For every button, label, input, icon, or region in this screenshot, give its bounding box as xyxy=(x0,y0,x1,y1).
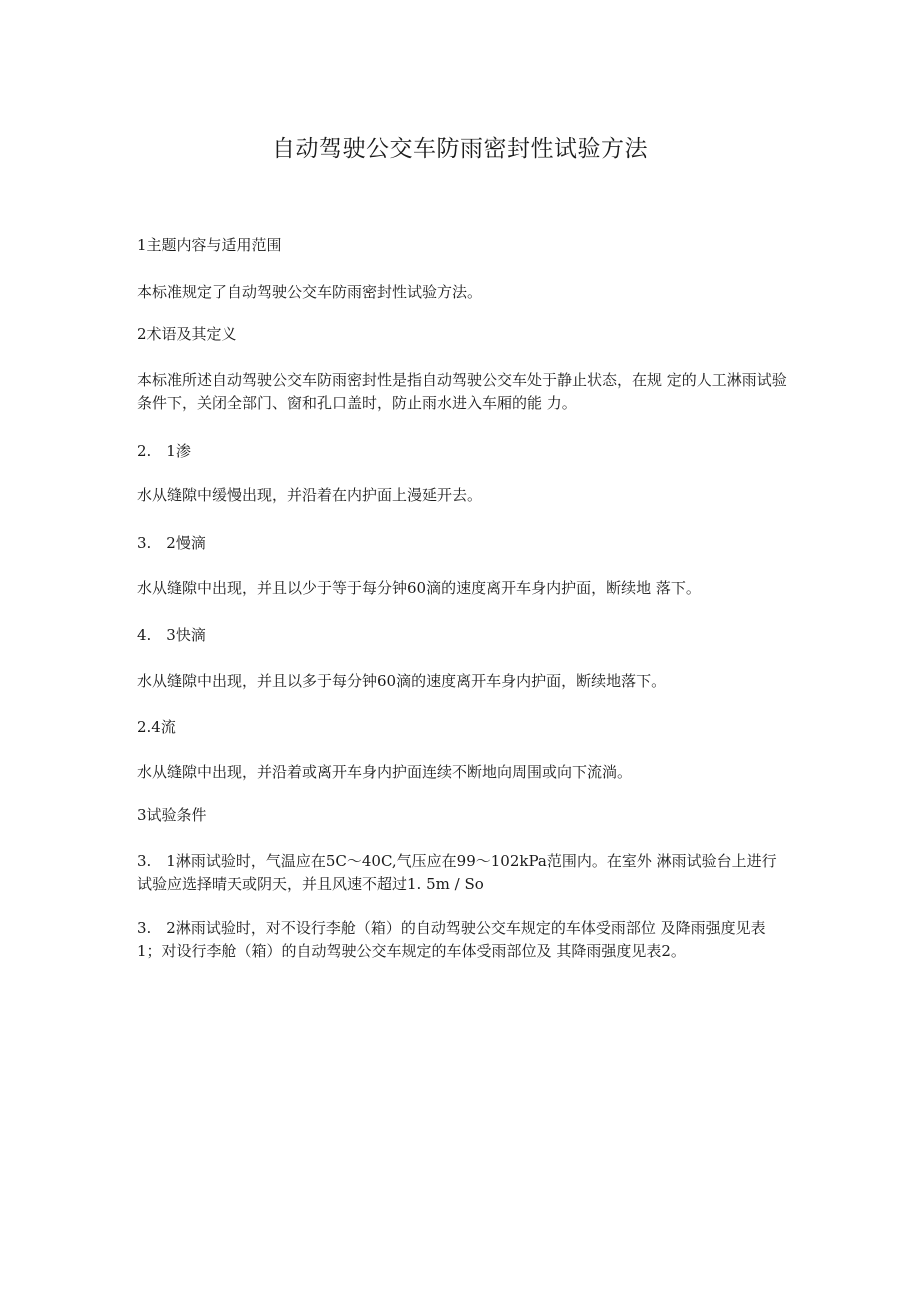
body-paragraph: 水从缝隙中缓慢出现，并沿着在内护面上漫延开去。 xyxy=(137,486,483,504)
section-heading-3: 3试验条件 xyxy=(137,806,207,824)
section-heading-1: 1主题内容与适用范围 xyxy=(137,236,282,254)
body-paragraph: 本标准规定了自动驾驶公交车防雨密封性试验方法。 xyxy=(137,283,483,301)
body-paragraph: 水从缝隙中出现，并且以多于每分钟60滴的速度离开车身内护面，断续地落下。 xyxy=(137,672,667,690)
body-paragraph: 本标准所述自动驾驶公交车防雨密封性是指自动驾驶公交车处于静止状态，在规 定的人工淋雨试验条件下，关闭全部门、窗和孔口盖时，防止雨水进入车厢的能 力。 xyxy=(137,371,787,412)
body-paragraph: 水从缝隙中出现，并且以少于等于每分钟60滴的速度离开车身内护面，断续地 落下。 xyxy=(137,579,701,597)
document-title: 自动驾驶公交车防雨密封性试验方法 xyxy=(272,136,648,162)
body-paragraph: 3. 1淋雨试验时，气温应在5C～40C,气压应在99～102kPa范围内。在室外 淋雨试验台上进行试验应选择晴天或阴天，并且风速不超过1. 5m / So xyxy=(137,852,777,893)
section-heading-2: 2术语及其定义 xyxy=(137,325,237,343)
subsection-heading: 2. 1渗 xyxy=(137,442,191,460)
body-paragraph: 水从缝隙中出现，并沿着或离开车身内护面连续不断地向周围或向下流淌。 xyxy=(137,763,633,781)
subsection-heading: 2.4流 xyxy=(137,718,176,736)
subsection-heading: 4. 3快滴 xyxy=(137,626,206,644)
body-paragraph: 3. 2淋雨试验时，对不设行李舱（箱）的自动驾驶公交车规定的车体受雨部位 及降雨强度见表1；对设行李舱（箱）的自动驾驶公交车规定的车体受雨部位及 其降雨强度见表2。 xyxy=(137,919,766,960)
subsection-heading: 3. 2慢滴 xyxy=(137,534,206,552)
